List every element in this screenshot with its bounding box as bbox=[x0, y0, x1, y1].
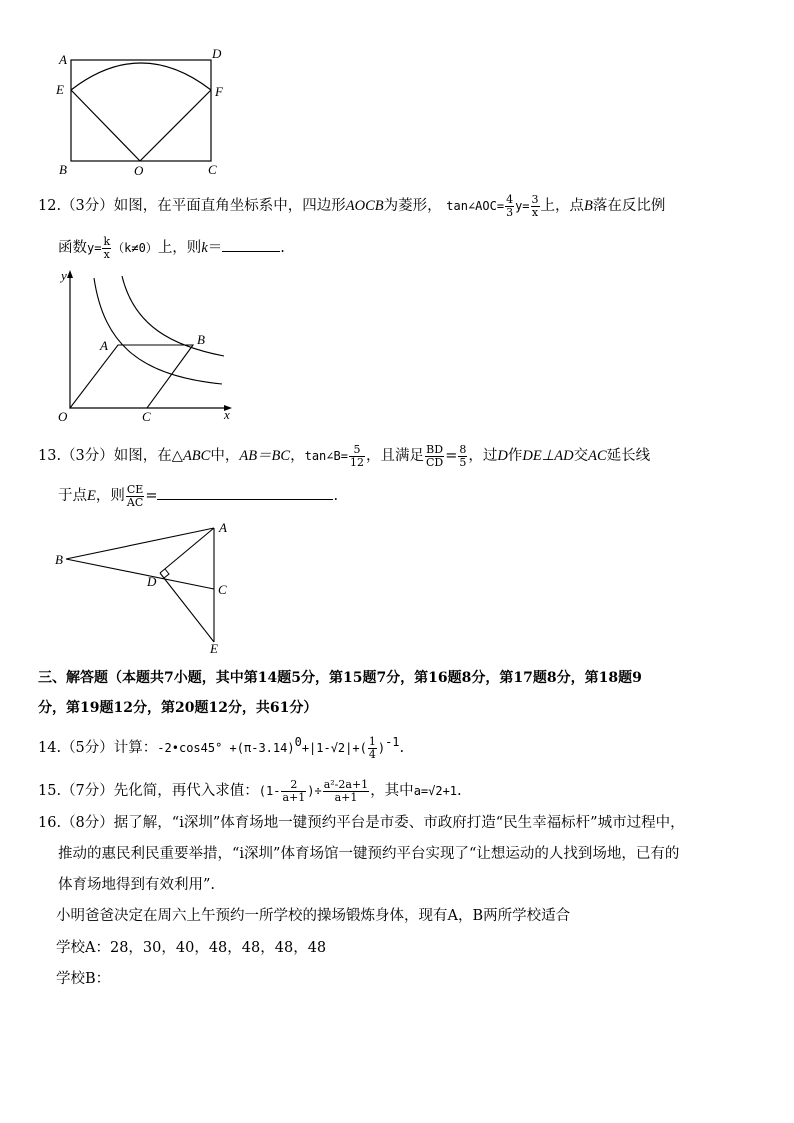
q13-ac: AC bbox=[588, 448, 607, 465]
q12-text3: 上，点 bbox=[540, 198, 585, 215]
label-e: E bbox=[210, 641, 218, 656]
label-o: O bbox=[58, 409, 68, 424]
q12-y2-num: k bbox=[103, 235, 111, 248]
q13-text3: ，且满足 bbox=[365, 448, 424, 465]
q13-tan-prefix: tan∠B= bbox=[304, 449, 348, 464]
q15-points: （7分） bbox=[61, 783, 114, 800]
label-a: A bbox=[59, 52, 67, 67]
q12-y-num: 3 bbox=[531, 193, 539, 206]
q12-y-fraction bbox=[531, 194, 540, 218]
q13-text6: 交 bbox=[573, 448, 589, 465]
q13-e: E bbox=[87, 488, 96, 505]
q12-line2-mid: 上，则 bbox=[157, 240, 202, 257]
q12-number: 12. bbox=[38, 198, 62, 215]
q14-fraction bbox=[368, 736, 377, 760]
q14-exp1: -1 bbox=[385, 735, 400, 750]
label-o: O bbox=[134, 163, 144, 178]
q13-text4: ，过 bbox=[468, 448, 498, 465]
label-y: y bbox=[61, 268, 67, 283]
label-c: C bbox=[142, 409, 151, 424]
section3-heading-line1: 三、解答题（本题共7小题，其中第14题5分，第15题7分，第16题8分，第17题8分，第18题9 bbox=[38, 670, 642, 686]
q13-ratio-den: CD bbox=[425, 455, 444, 469]
q15-a-den: a+1 bbox=[282, 790, 306, 804]
q16-line1 bbox=[38, 816, 685, 831]
q16-school-b bbox=[56, 972, 110, 987]
q12-condition: （k≠0） bbox=[112, 241, 158, 256]
q13-line2 bbox=[58, 484, 338, 508]
q13-value-den: 5 bbox=[459, 455, 467, 469]
q15-close: )÷ bbox=[307, 784, 322, 799]
q12-answer-blank bbox=[222, 251, 280, 252]
q15-label: 先化简，再代入求值： bbox=[113, 783, 259, 800]
label-f: F bbox=[215, 84, 223, 99]
segment-of bbox=[140, 90, 211, 161]
rhombus-aocb bbox=[70, 345, 193, 408]
q16-line4: 小明爸爸决定在周六上午预约一所学校的操场锻炼身体，现有A，B两所学校适合 bbox=[56, 908, 571, 924]
q13-text7: 延长线 bbox=[606, 448, 651, 465]
label-c: C bbox=[208, 162, 217, 177]
q15-fraction-a bbox=[281, 779, 306, 803]
label-x: x bbox=[224, 407, 230, 422]
y-axis-arrow bbox=[67, 270, 73, 278]
q12-line2-eq: ＝ bbox=[207, 240, 223, 257]
q13-line2-eq: = bbox=[145, 488, 158, 505]
q13-tan-fraction bbox=[349, 444, 365, 468]
label-d: D bbox=[147, 574, 157, 589]
q13-text5: 作 bbox=[507, 448, 523, 465]
q12-y-eq: y= bbox=[515, 199, 530, 214]
q13-ratio-eq: = bbox=[445, 448, 458, 465]
arc-ef bbox=[71, 63, 211, 90]
q16-school-b-label: 学校B： bbox=[56, 971, 111, 987]
q12-points: （3分） bbox=[61, 198, 114, 215]
q14-exp0: 0 bbox=[294, 735, 302, 750]
q15-line bbox=[38, 779, 462, 803]
curve-outer bbox=[122, 276, 224, 356]
label-b: B bbox=[59, 162, 67, 177]
q12-aocb: AOCB bbox=[345, 198, 384, 215]
q15-end: . bbox=[457, 783, 462, 800]
q15-a-num: 2 bbox=[281, 779, 306, 792]
q12-line2 bbox=[58, 236, 285, 260]
q13-ratio-fraction bbox=[425, 444, 444, 468]
q13-answer-blank bbox=[157, 499, 333, 500]
label-b: B bbox=[55, 552, 63, 567]
q16-line3: 体育场地得到有效利用”. bbox=[58, 877, 216, 893]
q16-text1: 据了解，“i深圳”体育场地一键预约平台是市委、市政府打造“民生幸福标杆”城市过程中， bbox=[113, 815, 685, 831]
label-c: C bbox=[218, 582, 227, 597]
figure-q13 bbox=[52, 516, 242, 658]
segment-ba bbox=[66, 528, 214, 559]
figure-q11 bbox=[50, 42, 240, 182]
q16-school-a bbox=[56, 941, 326, 956]
q13-question-num: CE bbox=[126, 483, 144, 496]
q12-tan-den: 3 bbox=[506, 205, 514, 219]
q13-perp: DE⊥AD bbox=[522, 448, 574, 465]
q13-d: D bbox=[497, 448, 508, 465]
q15-b-den: a+1 bbox=[334, 790, 358, 804]
q13-line2-mid: ，则 bbox=[95, 488, 125, 505]
section3-heading-line2: 分，第19题12分，第20题12分，共61分） bbox=[38, 700, 318, 716]
q12-tan-prefix: tan∠AOC= bbox=[446, 199, 505, 214]
q12-y2-fraction bbox=[102, 236, 111, 260]
q13-line2-prefix: 于点 bbox=[58, 488, 87, 505]
q12-y2-den: x bbox=[103, 247, 110, 261]
q13-tan-num: 5 bbox=[349, 444, 365, 457]
q13-abc: ABC bbox=[182, 448, 211, 465]
q15-open: (1- bbox=[258, 784, 281, 799]
q13-comma: ， bbox=[290, 448, 305, 465]
q12-line2-end: . bbox=[280, 240, 285, 257]
q13-value-fraction bbox=[458, 444, 467, 468]
label-d: D bbox=[212, 46, 222, 61]
right-angle-mark bbox=[164, 569, 169, 578]
q12-k: k bbox=[201, 240, 208, 257]
q15-fraction-b bbox=[323, 779, 369, 803]
q13-tan-den: 12 bbox=[349, 455, 364, 469]
q13-points: （3分） bbox=[61, 448, 114, 465]
q15-value: a=√2+1 bbox=[413, 784, 458, 799]
q14-f-num: 1 bbox=[368, 735, 376, 748]
q13-ratio-num: BD bbox=[426, 443, 444, 456]
q12-text4: 落在反比例 bbox=[592, 198, 666, 215]
q14-line bbox=[38, 736, 404, 760]
q14-end: . bbox=[399, 740, 405, 757]
q12-line2-prefix: 函数 bbox=[58, 240, 87, 257]
q12-b: B bbox=[584, 198, 593, 215]
q12-y2-eq: y= bbox=[87, 241, 102, 256]
q16-number: 16. bbox=[38, 815, 62, 831]
q13-text1: 如图，在△ bbox=[113, 448, 183, 465]
q14-f-den: 4 bbox=[368, 747, 376, 761]
q13-line2-end: . bbox=[333, 488, 339, 505]
q13-question-den: AC bbox=[126, 495, 144, 509]
label-a: A bbox=[219, 520, 227, 535]
q14-label: 计算： bbox=[113, 740, 158, 757]
q13-ab-eq-bc: AB＝BC bbox=[239, 448, 291, 465]
q14-part2: +|1-√2|+( bbox=[301, 741, 367, 756]
q13-line1 bbox=[38, 444, 650, 468]
q12-line1 bbox=[38, 194, 665, 218]
q13-number: 13. bbox=[38, 448, 62, 465]
label-a: A bbox=[100, 338, 108, 353]
label-b: B bbox=[197, 332, 205, 347]
q14-part3: ) bbox=[377, 741, 386, 756]
segment-eo bbox=[71, 90, 140, 161]
q12-tan-num: 4 bbox=[506, 193, 514, 206]
q14-points: （5分） bbox=[61, 740, 114, 757]
q12-tan-fraction bbox=[505, 194, 514, 218]
q13-text2: 中， bbox=[210, 448, 240, 465]
q12-y-den: x bbox=[531, 205, 539, 219]
segment-ad bbox=[160, 528, 214, 573]
q13-question-fraction bbox=[126, 484, 144, 508]
q13-value-num: 8 bbox=[459, 443, 467, 456]
figure-q12 bbox=[52, 266, 242, 428]
segment-bc bbox=[66, 559, 214, 589]
q15-b-num: a²-2a+1 bbox=[323, 778, 369, 791]
q16-points: （8分） bbox=[61, 815, 114, 831]
q15-number: 15. bbox=[38, 783, 62, 800]
q12-text2: 为菱形， bbox=[383, 198, 442, 215]
q16-line2: 推动的惠民利民重要举措，“i深圳”体育场馆一键预约平台实现了“让想运动的人找到场地，已有的 bbox=[58, 846, 680, 862]
q14-part1: -2•cos45° +(π-3.14) bbox=[157, 741, 295, 756]
q12-text1: 如图，在平面直角坐标系中，四边形 bbox=[113, 198, 346, 215]
q16-school-a-values: 28，30，40，48，48，48，48 bbox=[109, 940, 327, 956]
q14-number: 14. bbox=[38, 740, 62, 757]
label-e: E bbox=[56, 82, 64, 97]
q16-school-a-label: 学校A： bbox=[56, 940, 110, 956]
q15-mid: ，其中 bbox=[370, 783, 414, 800]
